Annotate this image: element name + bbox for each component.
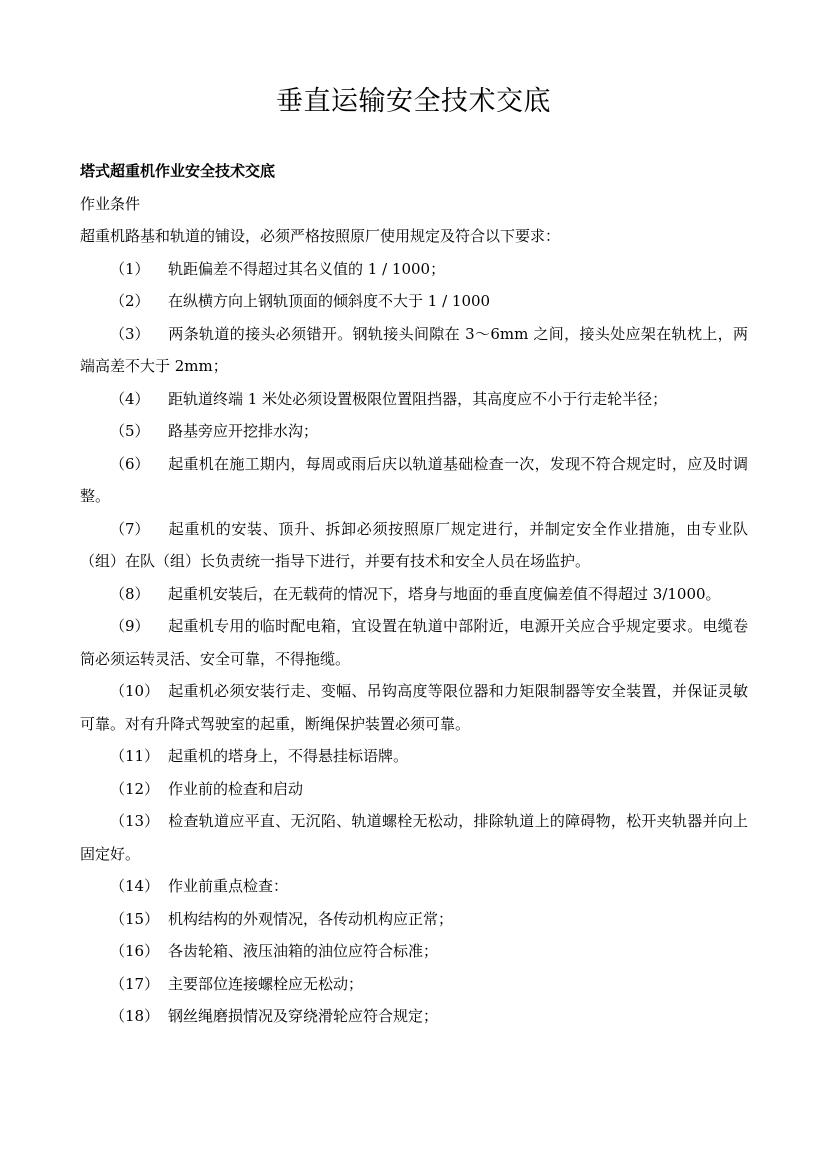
item-text: 起重机安装后，在无载荷的情况下，塔身与地面的垂直度偏差值不得超过 3/1000。: [168, 584, 721, 603]
list-item: [80, 318, 748, 383]
item-text: 起重机专用的临时配电箱，宜设置在轨道中部附近，电源开关应合乎规定要求。电缆卷筒必须运转灵活、安全可靠，不得拖缆。: [80, 617, 748, 668]
item-text: 轨距偏差不得超过其名义值的 1 / 1000；: [168, 259, 446, 278]
item-text: 各齿轮箱、液压油箱的油位应符合标准；: [168, 942, 439, 960]
item-number: （17）: [110, 974, 160, 993]
list-item: [80, 675, 748, 740]
item-text: 起重机在施工期内，每周或雨后庆以轨道基础检查一次，发现不符合规定时，应及时调整。: [80, 454, 748, 505]
item-text: 两条轨道的接头必须错开。钢轨接头间隙在 3～6mm 之间，接头处应架在轨枕上，两端高差不大于 2mm；: [80, 324, 748, 375]
list-item: [80, 1000, 748, 1033]
item-number: （13）: [110, 812, 160, 830]
subheading: 作业条件: [80, 194, 141, 213]
list-item: [80, 935, 748, 968]
item-text: 作业前的检查和启动: [168, 779, 304, 798]
item-text: 距轨道终端 1 米处必须设置极限位置阻挡器，其高度应不小于行走轮半径；: [168, 389, 668, 408]
item-text: 机构结构的外观情况，各传动机构应正常；: [168, 909, 454, 928]
document-title: 垂直运输安全技术交底: [276, 86, 551, 117]
item-number: （12）: [110, 779, 160, 798]
item-number: （16）: [110, 942, 160, 960]
item-number: （3）: [110, 324, 150, 343]
item-number: （4）: [110, 389, 150, 408]
item-number: （7）: [110, 519, 150, 538]
list-item: [80, 448, 748, 513]
list-item: [80, 740, 748, 773]
item-number: （5）: [110, 422, 150, 440]
item-number: （14）: [110, 877, 160, 895]
document-body: [80, 155, 748, 1033]
item-text: 起重机的塔身上，不得悬挂标语牌。: [168, 747, 409, 765]
item-number: （9）: [110, 617, 150, 635]
list-item: [80, 415, 748, 448]
list-item: [80, 285, 748, 318]
item-text: 在纵横方向上钢轨顶面的倾斜度不大于 1 / 1000: [168, 292, 491, 310]
item-number: （11）: [110, 747, 160, 765]
list-item: [80, 253, 748, 286]
list-item: [80, 578, 748, 611]
list-item: [80, 870, 748, 903]
item-number: （15）: [110, 909, 160, 928]
list-item: [80, 610, 748, 675]
item-number: （10）: [110, 682, 160, 700]
item-text: 路基旁应开挖排水沟；: [168, 422, 319, 440]
list-item: [80, 513, 748, 578]
list-item: [80, 383, 748, 416]
list-item: [80, 968, 748, 1001]
item-text: 主要部位连接螺栓应无松动；: [168, 974, 364, 993]
item-number: （18）: [110, 1007, 160, 1025]
list-item: [80, 773, 748, 806]
item-text: 钢丝绳磨损情况及穿绕滑轮应符合规定；: [168, 1007, 439, 1025]
intro-paragraph: 超重机路基和轨道的铺设，必须严格按照原厂使用规定及符合以下要求：: [80, 227, 561, 245]
list-item: [80, 903, 748, 936]
section-title: 塔式超重机作业安全技术交底: [80, 162, 276, 180]
list-item: [80, 805, 748, 870]
item-text: 作业前重点检查：: [168, 877, 289, 895]
requirements-list: [80, 253, 748, 1033]
item-text: 起重机的安装、顶升、拆卸必须按照原厂规定进行，并制定安全作业措施，由专业队（组）在队（组）长负责统一指导下进行，并要有技术和安全人员在场监护。: [80, 519, 748, 570]
item-text: 检查轨道应平直、无沉陷、轨道螺栓无松动，排除轨道上的障碍物，松开夹轨器并向上固定好。: [80, 812, 748, 863]
item-number: （2）: [110, 292, 150, 310]
item-text: 起重机必须安装行走、变幅、吊钩高度等限位器和力矩限制器等安全装置，并保证灵敏可靠。对有升降式驾驶室的起重，断绳保护装置必须可靠。: [80, 682, 748, 733]
item-number: （6）: [110, 454, 150, 473]
item-number: （8）: [110, 584, 150, 603]
item-number: （1）: [110, 259, 150, 278]
